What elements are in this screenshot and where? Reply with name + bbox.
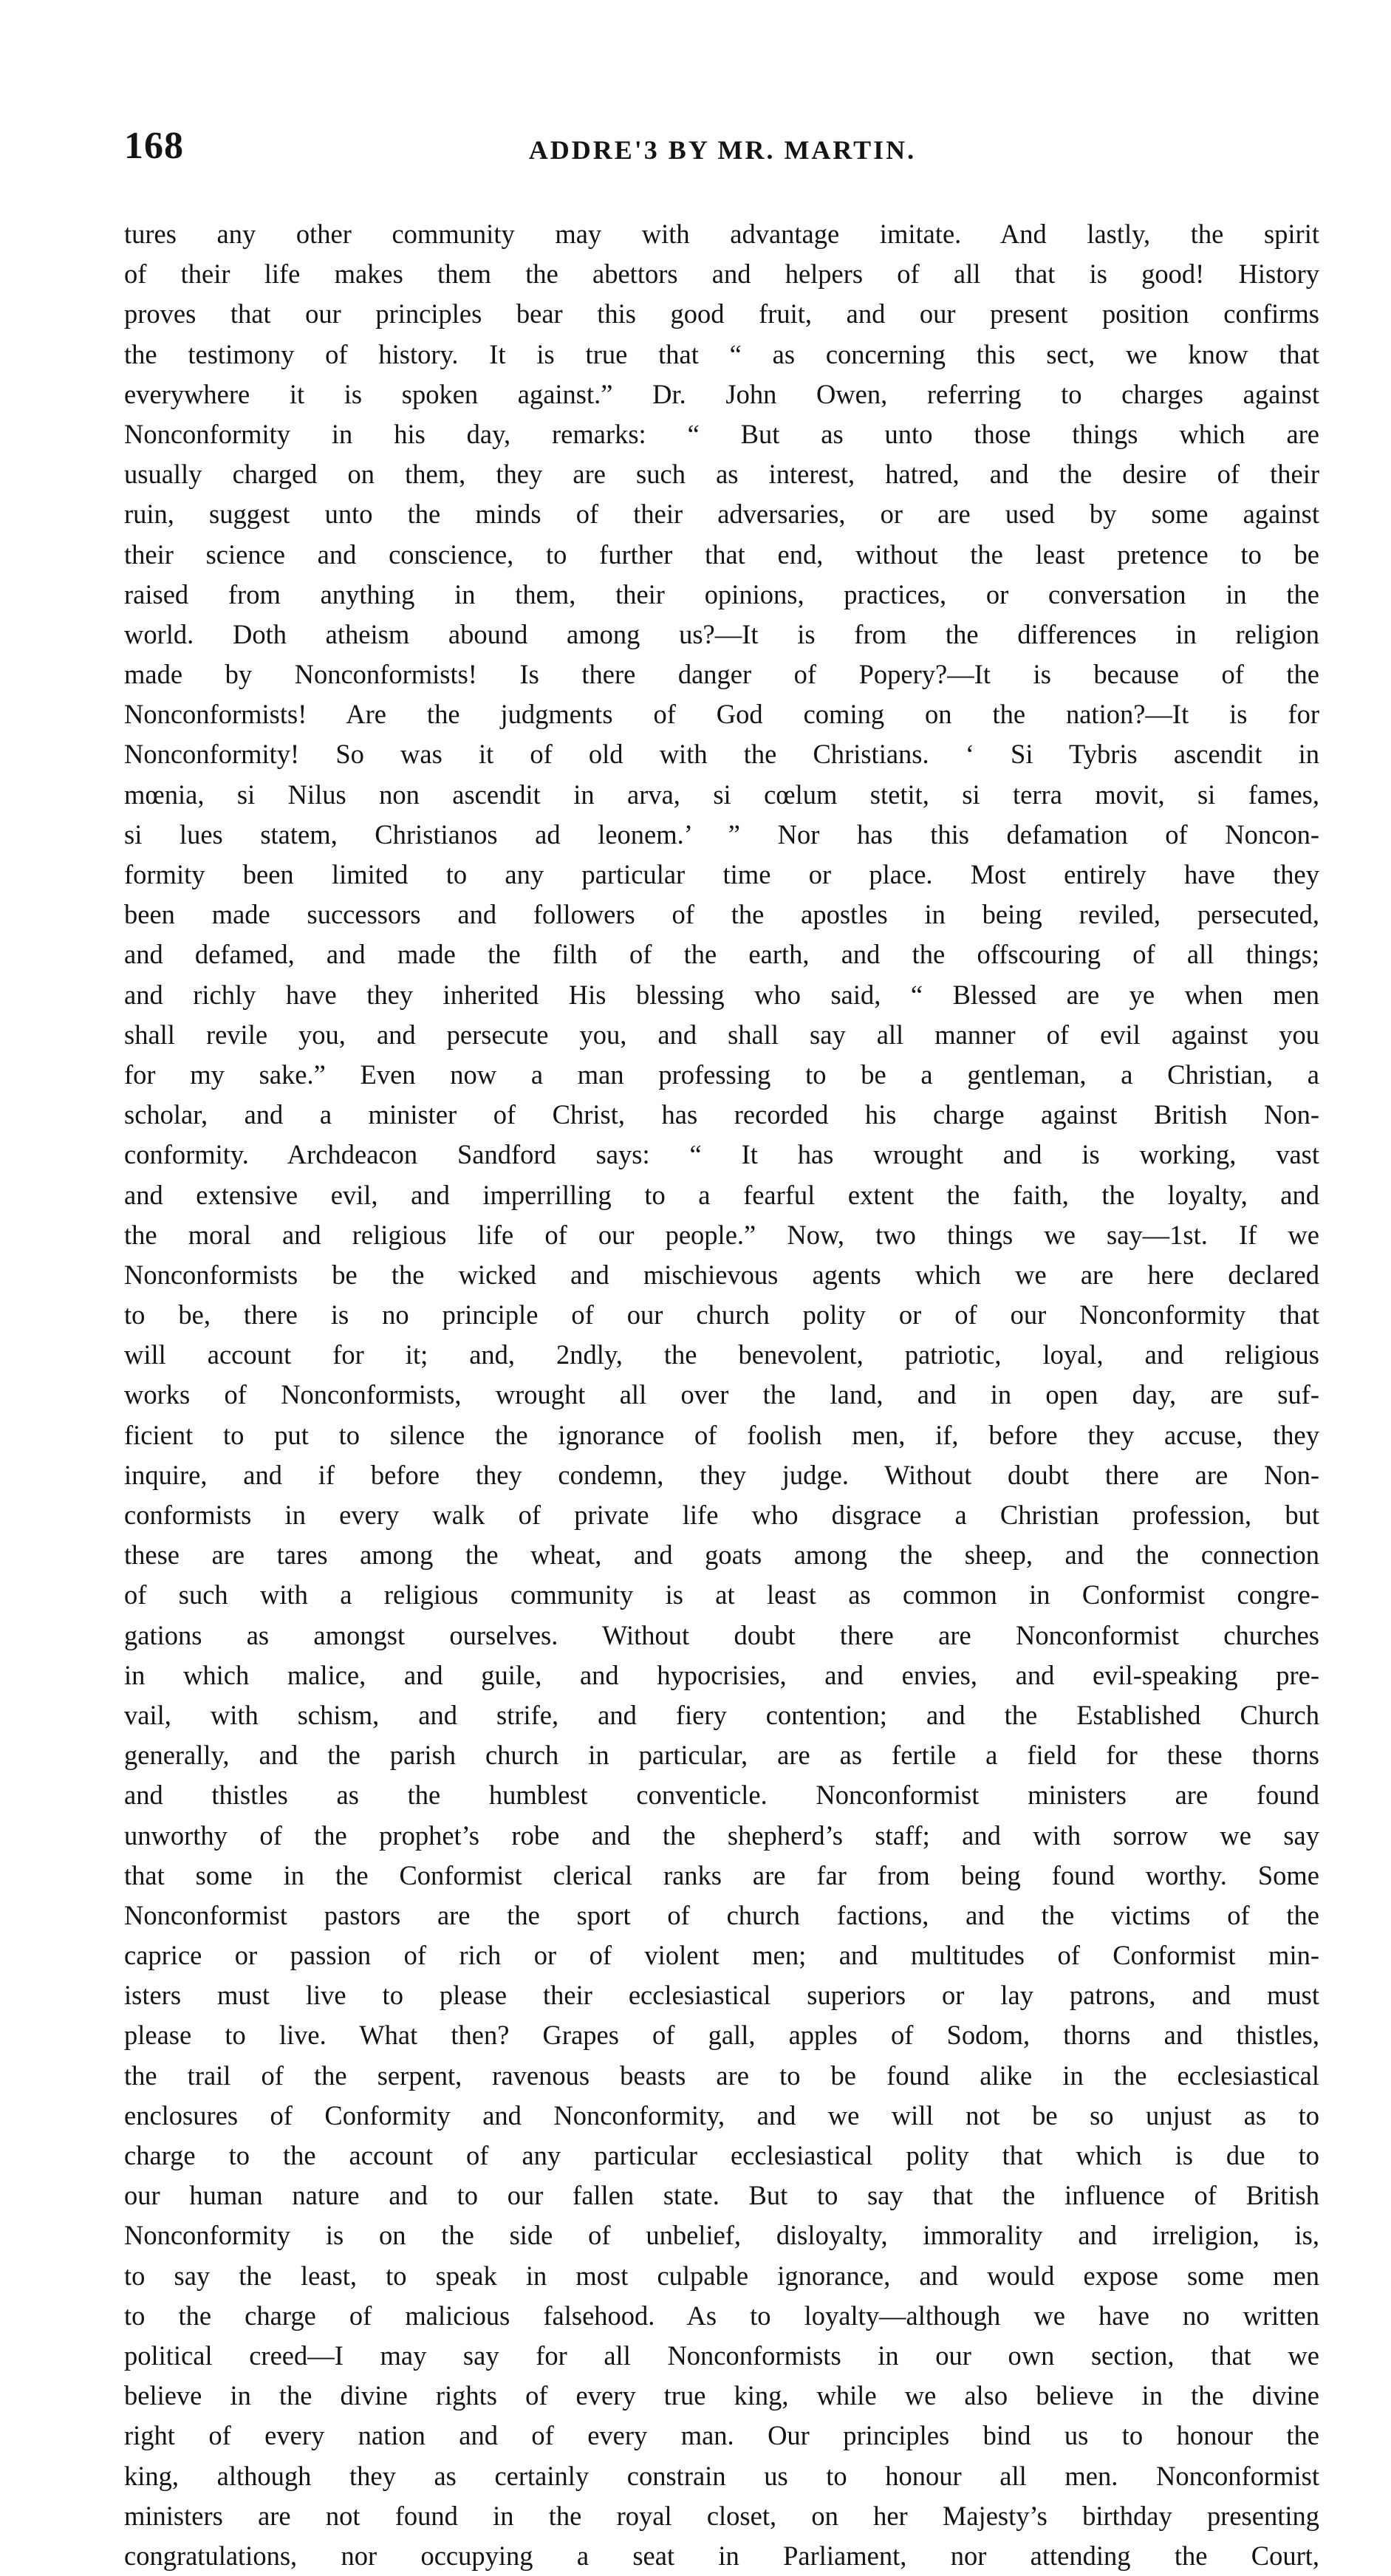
text-line: right of every nation and of every man. Our principles bind us to honour the (124, 2420, 1319, 2451)
text-line: made by Nonconformists! Is there danger of Popery?—It is because of the (124, 659, 1319, 690)
text-line: to the charge of malicious falsehood. As to loyalty—although we have no written (124, 2300, 1319, 2331)
text-line: Nonconformity is on the side of unbelief, disloyalty, immorality and irreligion, is, (124, 2220, 1319, 2251)
text-line: and thistles as the humblest conventicle. Nonconformist ministers are found (124, 1780, 1319, 1811)
page-number: 168 (124, 125, 184, 167)
text-line: the testimony of history. It is true that “ as concerning this sect, we know that (124, 338, 1319, 369)
text-line: Nonconformity! So was it of old with the Christians. ‘ Si Tybris ascendit in (124, 739, 1319, 770)
text-line: for my sake.” Even now a man professing to be a gentleman, a Christian, a (124, 1059, 1319, 1090)
text-line: Nonconformists! Are the judgments of God coming on the nation?—It is for (124, 699, 1319, 730)
text-line: king, although they as certainly constrain us to honour all men. Nonconformist (124, 2460, 1319, 2491)
text-line: formity been limited to any particular time or place. Most entirely have they (124, 859, 1319, 889)
text-line: usually charged on them, they are such as interest, hatred, and the desire of their (124, 459, 1319, 490)
text-line: shall revile you, and persecute you, and shall say all manner of evil against you (124, 1019, 1319, 1050)
body-text (124, 214, 1319, 2576)
text-line: of their life makes them the abettors and helpers of all that is good! History (124, 259, 1319, 290)
text-line: our human nature and to our fallen state. But to say that the influence of British (124, 2180, 1319, 2211)
text-line: charge to the account of any particular ecclesiastical polity that which is due to (124, 2140, 1319, 2170)
text-line: the trail of the serpent, ravenous beasts are to be found alike in the ecclesiastical (124, 2060, 1319, 2091)
text-line: believe in the divine rights of every true king, while we also believe in the divine (124, 2380, 1319, 2411)
text-line: conformists in every walk of private life who disgrace a Christian profession, but (124, 1500, 1319, 1530)
text-line: ministers are not found in the royal closet, on her Majesty’s birthday presenting (124, 2500, 1319, 2531)
text-line: and richly have they inherited His blessing who said, “ Blessed are ye when men (124, 979, 1319, 1010)
text-line: vail, with schism, and strife, and fiery contention; and the Established Church (124, 1699, 1319, 1730)
text-line: political creed—I may say for all Nonconformists in our own section, that we (124, 2340, 1319, 2371)
text-line: in which malice, and guile, and hypocrisies, and envies, and evil-speaking pre- (124, 1659, 1319, 1690)
text-line: their science and conscience, to further that end, without the least pretence to be (124, 539, 1319, 570)
text-line: Nonconformists be the wicked and mischievous agents which we are here declared (124, 1259, 1319, 1290)
text-line: congratulations, nor occupying a seat in Parliament, nor attending the Court, (124, 2540, 1319, 2571)
text-line: gations as amongst ourselves. Without doubt there are Nonconformist churches (124, 1619, 1319, 1650)
text-line: scholar, and a minister of Christ, has recorded his charge against British Non- (124, 1099, 1319, 1130)
running-head: ADDRE'3 BY MR. MARTIN. (528, 135, 917, 165)
text-line: please to live. What then? Grapes of gall, apples of Sodom, thorns and thistles, (124, 2020, 1319, 2051)
text-line: si lues statem, Christianos ad leonem.’ ” Nor has this defamation of Noncon- (124, 819, 1319, 850)
text-line: to say the least, to speak in most culpable ignorance, and would expose some men (124, 2260, 1319, 2291)
text-line: generally, and the parish church in particular, are as fertile a field for these thorns (124, 1740, 1319, 1771)
text-line: inquire, and if before they condemn, they judge. Without doubt there are Non- (124, 1459, 1319, 1490)
text-line: tures any other community may with advantage imitate. And lastly, the spirit (124, 219, 1319, 249)
text-line: caprice or passion of rich or of violent men; and multitudes of Conformist min- (124, 1940, 1319, 1971)
text-line: ficient to put to silence the ignorance of foolish men, if, before they accuse, they (124, 1419, 1319, 1450)
text-line: been made successors and followers of the apostles in being reviled, persecuted, (124, 899, 1319, 930)
text-line: works of Nonconformists, wrought all over the land, and in open day, are suf- (124, 1379, 1319, 1410)
text-line: proves that our principles bear this good fruit, and our present position confirms (124, 298, 1319, 329)
text-line: enclosures of Conformity and Nonconformity, and we will not be so unjust as to (124, 2100, 1319, 2131)
text-line: of such with a religious community is at least as common in Conformist congre- (124, 1579, 1319, 1610)
text-line: isters must live to please their ecclesiastical superiors or lay patrons, and must (124, 1980, 1319, 2011)
text-line: that some in the Conformist clerical ranks are far from being found worthy. Some (124, 1859, 1319, 1890)
text-line: Nonconformist pastors are the sport of church factions, and the victims of the (124, 1899, 1319, 1930)
page-header (124, 124, 1321, 176)
text-line: world. Doth atheism abound among us?—It is from the differences in religion (124, 618, 1319, 649)
text-line: ruin, suggest unto the minds of their adversaries, or are used by some against (124, 499, 1319, 530)
text-line: and defamed, and made the filth of the earth, and the offscouring of all things; (124, 939, 1319, 970)
text-line: unworthy of the prophet’s robe and the shepherd’s staff; and with sorrow we say (124, 1820, 1319, 1851)
text-line: to be, there is no principle of our church polity or of our Nonconformity that (124, 1299, 1319, 1330)
text-line: Nonconformity in his day, remarks: “ But as unto those things which are (124, 418, 1319, 449)
text-line: raised from anything in them, their opinions, practices, or conversation in the (124, 578, 1319, 609)
text-line: the moral and religious life of our people.” Now, two things we say—1st. If we (124, 1219, 1319, 1250)
text-line: everywhere it is spoken against.” Dr. John Owen, referring to charges against (124, 378, 1319, 409)
text-line: will account for it; and, 2ndly, the benevolent, patriotic, loyal, and religious (124, 1339, 1319, 1370)
text-line: these are tares among the wheat, and goats among the sheep, and the connection (124, 1540, 1319, 1571)
text-line: conformity. Archdeacon Sandford says: “ It has wrought and is working, vast (124, 1139, 1319, 1170)
text-line: and extensive evil, and imperrilling to a fearful extent the faith, the loyalty, and (124, 1179, 1319, 1210)
text-line: mœnia, si Nilus non ascendit in arva, si cœlum stetit, si terra movit, si fames, (124, 779, 1319, 810)
